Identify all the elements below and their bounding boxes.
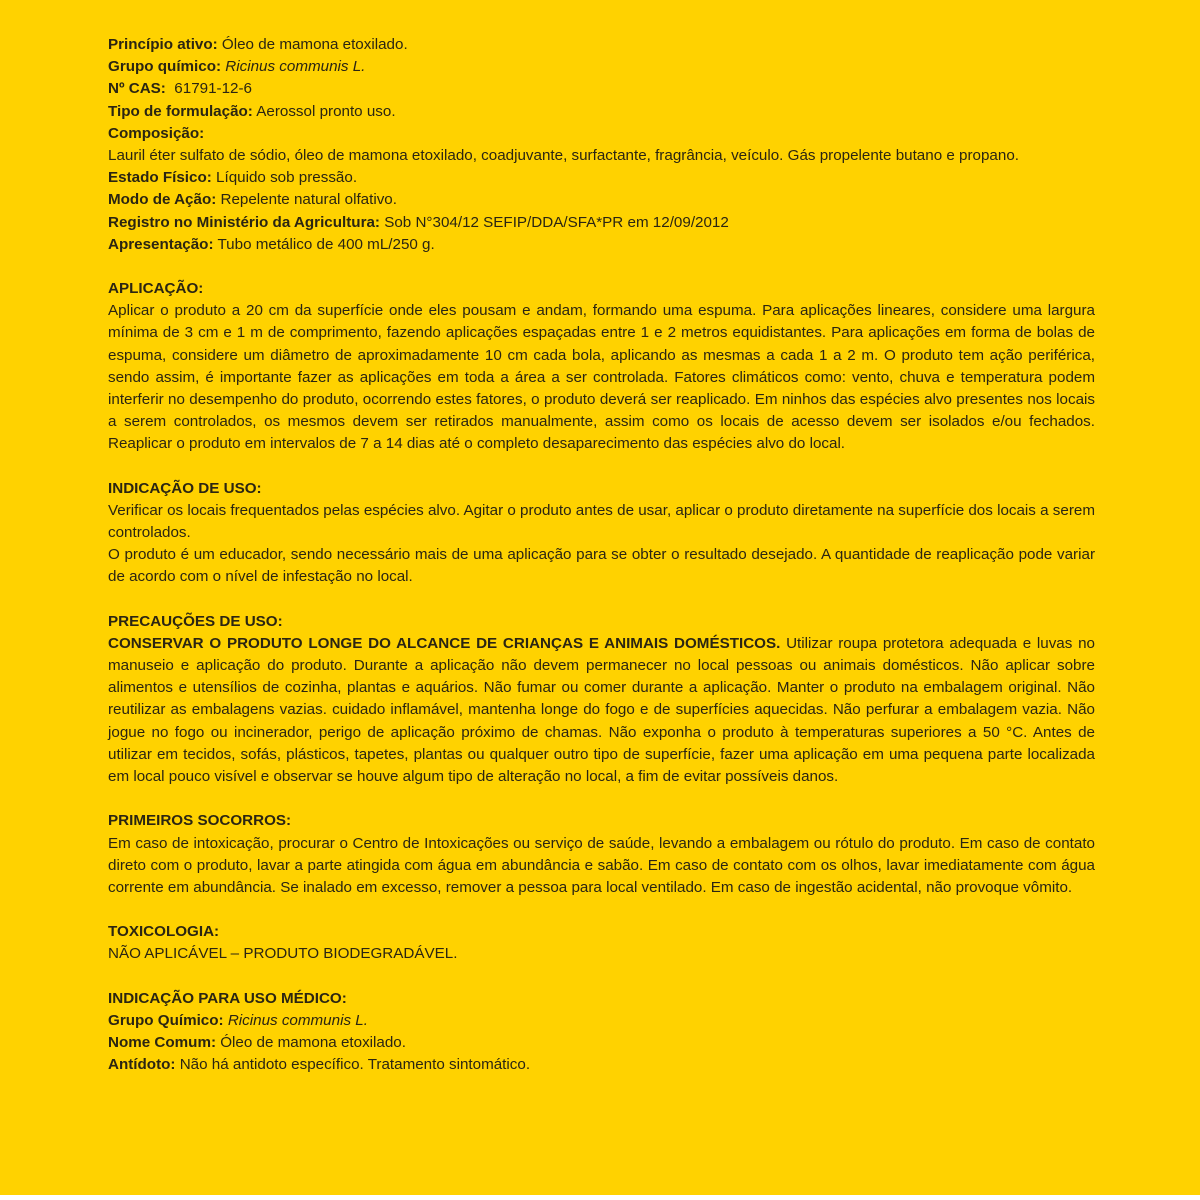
formulation-type-label: Tipo de formulação: [108, 102, 253, 120]
precautions-warning: CONSERVAR O PRODUTO LONGE DO ALCANCE DE CRIANÇAS E ANIMAIS DOMÉSTICOS. [108, 634, 781, 652]
medical-chemical-group-value: Ricinus communis L. [223, 1011, 368, 1029]
antidote-line [108, 1054, 1095, 1076]
physical-state-value: Líquido sob pressão. [211, 169, 358, 187]
mode-of-action-value: Repelente natural olfativo. [216, 191, 397, 209]
precautions-heading: PRECAUÇÕES DE USO: [108, 612, 283, 630]
mode-of-action-label: Modo de Ação: [108, 191, 217, 209]
precautions-body: Utilizar roupa protetora adequada e luvas no manuseio e aplicação do produto. Durante a aplicação não devem permanecer no local pessoas ou animais domésticos. Não aplicar sobre alimentos e utensílios de cozinha, plantas e aquários. Não fumar ou comer durante a aplicação. Manter o produto na embalagem original. Não reutilizar as embalagens vazias. cuidado inflamável, mantenha longe do fogo e de superfícies aquecidas. Não perfurar a embalagem vazia. Não jogue no fogo ou incinerador, perigo de aplicação próximo de chamas. Não exponha o produto à temperaturas superiores a 50 °C. Antes de utilizar em tecidos, sofás, plásticos, tapetes, plantas ou qualquer outro tipo de superfície, fazer uma aplicação em uma pequena parte localizada em local pouco visível e observar se houve algum tipo de alteração no local, a fim de evitar possíveis danos. [108, 634, 1095, 786]
registration-value: Sob N°304/12 SEFIP/DDA/SFA*PR em 12/09/2012 [380, 213, 729, 231]
presentation-label: Apresentação: [108, 235, 214, 253]
physical-state-line [108, 167, 1095, 189]
physical-state-label: Estado Físico: [108, 169, 212, 187]
formulation-type-value: Aerossol pronto uso. [252, 102, 396, 120]
cas-number-value: 61791-12-6 [165, 80, 252, 98]
chemical-group-value: Ricinus communis L. [221, 58, 366, 76]
cas-number-line [108, 78, 1095, 100]
antidote-label: Antídoto: [108, 1056, 176, 1074]
application-heading: APLICAÇÃO: [108, 280, 204, 298]
usage-indication-heading: INDICAÇÃO DE USO: [108, 479, 262, 497]
usage-indication-text-1: Verificar os locais frequentados pelas espécies alvo. Agitar o produto antes de usar, aplicar o produto diretamente na superfície dos locais a serem controlados. [108, 501, 1095, 542]
registration-label: Registro no Ministério da Agricultura: [108, 213, 380, 231]
application-section [108, 278, 1095, 456]
chemical-group-label: Grupo químico: [108, 58, 222, 76]
antidote-value: Não há antidoto específico. Tratamento sintomático. [175, 1056, 531, 1074]
toxicology-text: NÃO APLICÁVEL – PRODUTO BIODEGRADÁVEL. [108, 945, 458, 963]
usage-indication-section [108, 478, 1095, 589]
toxicology-heading: TOXICOLOGIA: [108, 923, 220, 941]
cas-number-label: Nº CAS: [108, 80, 166, 98]
active-ingredient-line [108, 34, 1095, 56]
first-aid-section [108, 810, 1095, 899]
medical-info-section [108, 988, 1095, 1077]
medical-chemical-group-line [108, 1010, 1095, 1032]
first-aid-heading: PRIMEIROS SOCORROS: [108, 812, 292, 830]
precautions-section [108, 611, 1095, 789]
registration-line [108, 212, 1095, 234]
application-text: Aplicar o produto a 20 cm da superfície onde eles pousam e andam, formando uma espuma. Para aplicações lineares, considere uma largura mínima de 3 cm e 1 m de comprimento, fazendo aplicações espaçadas entre 1 e 2 metros equidistantes. Para aplicações em forma de bolas de espuma, considere um diâmetro de aproximadamente 10 cm cada bola, aplicando as mesmas a cada 1 a 2 m. O produto tem ação periférica, sendo assim, é importante fazer as aplicações em toda a área a ser controlada. Fatores climáticos como: vento, chuva e temperatura podem interferir no desempenho do produto, ocorrendo estes fatores, o produto deverá ser reaplicado. Em ninhos das espécies alvo presentes nos locais a serem controlados, os mesmos devem ser retirados manualmente, assim como os locais de acesso devem ser isolados e/ou fechados. Reaplicar o produto em intervalos de 7 a 14 dias até o completo desaparecimento das espécies alvo do local. [108, 302, 1095, 453]
chemical-group-line [108, 56, 1095, 78]
active-ingredient-value: Óleo de mamona etoxilado. [217, 36, 408, 53]
presentation-line [108, 234, 1095, 256]
precautions-text [108, 633, 1095, 788]
presentation-value: Tubo metálico de 400 mL/250 g. [213, 235, 435, 253]
composition-text: Lauril éter sulfato de sódio, óleo de mamona etoxilado, coadjuvante, surfactante, fragrância, veículo. Gás propelente butano e propano. [108, 147, 1019, 165]
active-ingredient-label: Princípio ativo: [108, 36, 218, 53]
product-info-block [108, 34, 1095, 256]
formulation-type-line [108, 101, 1095, 123]
composition-label: Composição: [108, 124, 205, 142]
common-name-value: Óleo de mamona etoxilado. [216, 1033, 406, 1051]
first-aid-text: Em caso de intoxicação, procurar o Centro de Intoxicações ou serviço de saúde, levando a embalagem ou rótulo do produto. Em caso de contato direto com o produto, lavar a parte atingida com água em abundância e sabão. Em caso de contato com os olhos, lavar imediatamente com água corrente em abundância. Se inalado em excesso, remover a pessoa para local ventilado. Em caso de ingestão acidental, não provoque vômito. [108, 834, 1095, 896]
mode-of-action-line [108, 189, 1095, 211]
medical-chemical-group-label: Grupo Químico: [108, 1011, 224, 1029]
common-name-label: Nome Comum: [108, 1033, 217, 1051]
toxicology-section [108, 921, 1095, 965]
common-name-line [108, 1032, 1095, 1054]
usage-indication-text-2: O produto é um educador, sendo necessário mais de uma aplicação para se obter o resultado desejado. A quantidade de reaplicação pode variar de acordo com o nível de infestação no local. [108, 546, 1095, 586]
medical-info-heading: INDICAÇÃO PARA USO MÉDICO: [108, 989, 347, 1007]
